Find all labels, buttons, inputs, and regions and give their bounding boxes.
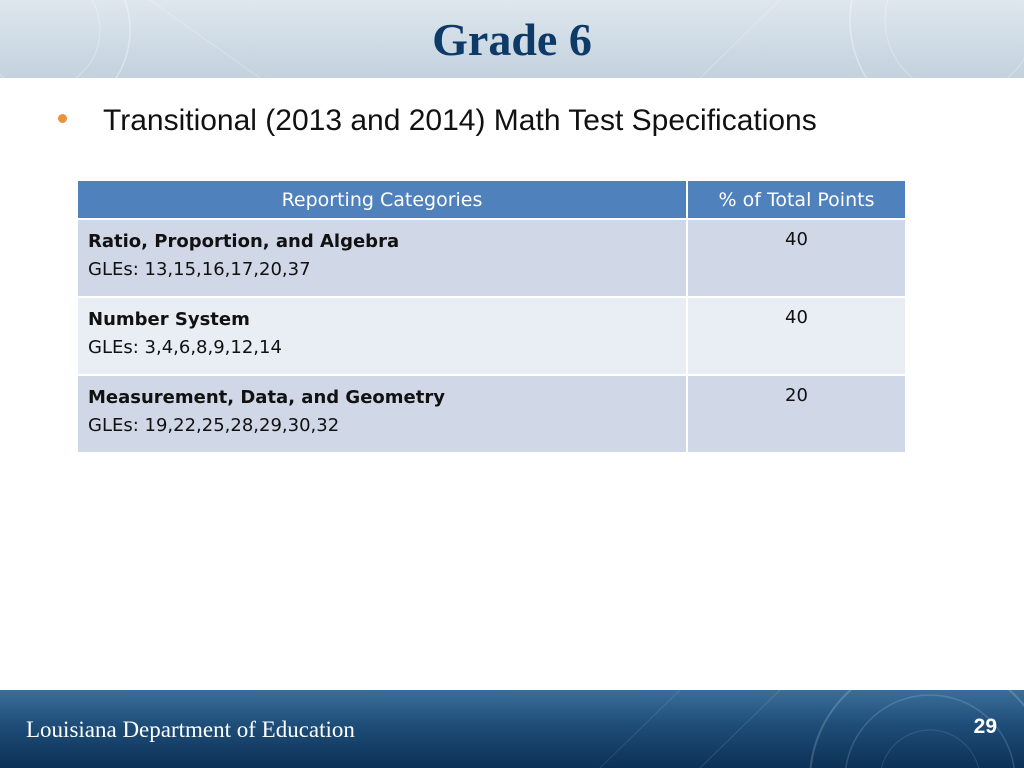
category-cell bbox=[77, 297, 687, 375]
points-cell: 40 bbox=[687, 297, 906, 375]
slide-footer bbox=[0, 690, 1024, 768]
category-gles: GLEs: 3,4,6,8,9,12,14 bbox=[88, 337, 282, 358]
slide-title: Grade 6 bbox=[432, 14, 592, 65]
table-row bbox=[77, 219, 906, 297]
organization-name: Louisiana Department of Education bbox=[26, 717, 355, 742]
bullet-text: Transitional (2013 and 2014) Math Test Specifications bbox=[103, 104, 817, 137]
points-cell: 40 bbox=[687, 219, 906, 297]
category-name: Number System bbox=[88, 309, 250, 330]
page-number: 29 bbox=[973, 715, 997, 738]
category-name: Ratio, Proportion, and Algebra bbox=[88, 231, 400, 252]
category-gles: GLEs: 13,15,16,17,20,37 bbox=[88, 259, 311, 280]
bullet-dot-icon bbox=[58, 114, 67, 123]
points-cell: 20 bbox=[687, 375, 906, 453]
table-row bbox=[77, 297, 906, 375]
table-header-row bbox=[77, 180, 906, 219]
category-gles: GLEs: 19,22,25,28,29,30,32 bbox=[88, 415, 340, 436]
slide-header bbox=[0, 0, 1024, 78]
column-header-reporting-categories: Reporting Categories bbox=[77, 180, 687, 219]
category-cell bbox=[77, 219, 687, 297]
specifications-table bbox=[76, 179, 907, 454]
column-header-percent-total-points: % of Total Points bbox=[687, 180, 906, 219]
table-row bbox=[77, 375, 906, 453]
category-cell bbox=[77, 375, 687, 453]
category-name: Measurement, Data, and Geometry bbox=[88, 387, 445, 408]
